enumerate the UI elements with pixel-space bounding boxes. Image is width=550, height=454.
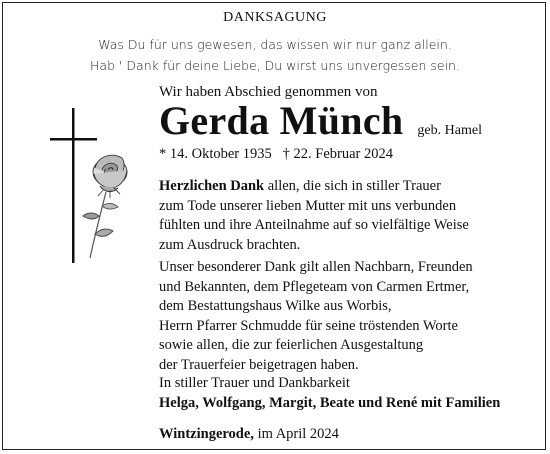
- closing-block: [159, 374, 539, 413]
- special-thanks-line: dem Bestattungshaus Wilke aus Worbis,: [159, 298, 392, 314]
- thanks-paragraph: [159, 177, 539, 255]
- deceased-name: Gerda Münch: [159, 98, 404, 143]
- quote-line-1: Was Du für uns gewesen, das wissen wir nur ganz allein.: [98, 37, 452, 52]
- special-thanks-line: und Bekannten, dem Pflegeteam von Carmen Ertmer,: [159, 278, 470, 295]
- family-signature: [159, 394, 539, 414]
- cross-and-rose-illustration: [50, 108, 150, 268]
- farewell-intro: Wir haben Abschied genommen von: [159, 84, 378, 100]
- special-thanks-line: Herrn Pfarrer Schmudde für seine tröstenden Worte: [159, 317, 458, 334]
- notice-title: DANKSAGUNG: [223, 10, 327, 25]
- special-thanks-paragraph: [159, 258, 539, 375]
- place-and-date: [159, 426, 339, 443]
- thanks-line: [159, 177, 539, 197]
- thanks-line: zum Ausdruck brachten.: [159, 236, 301, 253]
- notice-date: im April 2024: [253, 426, 339, 442]
- family-names: Helga, Wolfgang, Margit, Beate und René mit Familien: [159, 394, 501, 411]
- life-dates: [159, 146, 393, 163]
- birth-date: * 14. Oktober 1935: [159, 146, 272, 162]
- special-thanks-line: der Trauerfeier beigetragen haben.: [159, 356, 359, 373]
- special-thanks-line: Unser besonderer Dank gilt allen Nachbarn, Freunden: [159, 259, 473, 275]
- maiden-name: geb. Hamel: [417, 123, 482, 138]
- quote-line-2: Hab ' Dank für deine Liebe, Du wirst uns unvergessen sein.: [90, 58, 460, 73]
- rose-icon: [83, 155, 127, 258]
- special-thanks-line: sowie allen, die zur feierlichen Ausgestaltung: [159, 337, 424, 353]
- thanks-lead: Herzlichen Dank: [159, 178, 265, 194]
- place-name: Wintzingerode,: [159, 426, 254, 442]
- thanks-line-rest: allen, die sich in stiller Trauer: [264, 178, 441, 194]
- cross-icon: [50, 108, 97, 263]
- closing-line: In stiller Trauer und Dankbarkeit: [159, 375, 350, 391]
- name-row: [159, 97, 482, 144]
- death-date: † 22. Februar 2024: [282, 146, 393, 162]
- thanks-line: zum Tode unserer lieben Mutter mit uns verbunden: [159, 197, 457, 214]
- thanks-line: fühlten und ihre Anteilnahme auf so vielfältige Weise: [159, 217, 469, 233]
